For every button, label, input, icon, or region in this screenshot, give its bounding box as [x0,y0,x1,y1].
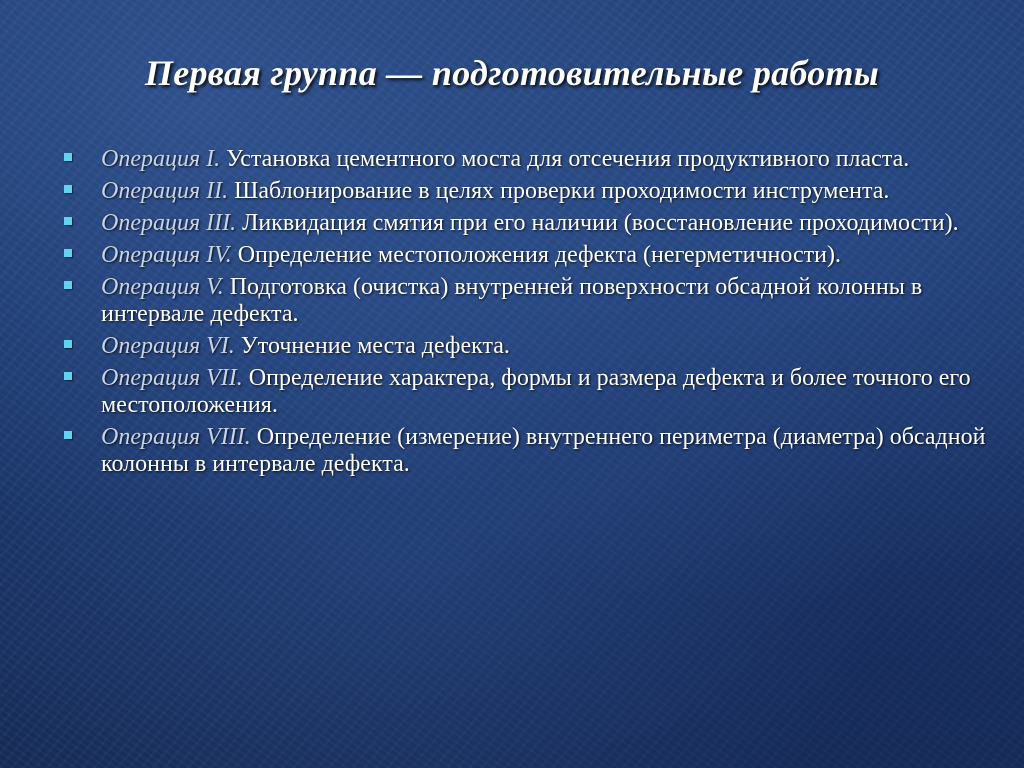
operation-label: Операция VI. [101,333,235,359]
list-item [62,242,998,269]
square-bullet-icon [64,340,72,348]
operation-text: Ликвидация смятия при его наличии (восстановление проходимости). [236,210,959,236]
list-item [62,274,998,328]
operations-list [62,146,998,483]
square-bullet-icon [64,281,72,289]
operation-label: Операция V. [101,274,224,300]
list-item [62,365,998,419]
operation-label: Операция II. [101,178,229,204]
list-item [62,424,998,478]
square-bullet-icon [64,431,72,439]
list-item [62,178,998,205]
operation-label: Операция III. [101,210,237,236]
operation-text: Определение (измерение) внутреннего периметра (диаметра) обсадной колонны в интервале дефекта. [101,424,986,477]
square-bullet-icon [64,185,72,193]
operation-text: Определение местоположения дефекта (негерметичности). [231,242,841,268]
operation-label: Операция VII. [101,365,243,391]
square-bullet-icon [64,153,72,161]
operation-text: Установка цементного моста для отсечения продуктивного пласта. [220,146,910,172]
operation-text: Уточнение места дефекта. [234,333,510,359]
slide-title: Первая группа — подготовительные работы [144,53,880,93]
list-item [62,333,998,360]
operation-label: Операция IV. [101,242,232,268]
square-bullet-icon [64,372,72,380]
list-item [62,210,998,237]
list-item [62,146,998,173]
square-bullet-icon [64,217,72,225]
operation-text: Подготовка (очистка) внутренней поверхности обсадной колонны в интервале дефекта. [101,274,923,327]
operation-label: Операция VIII. [101,424,251,450]
operation-text: Определение характера, формы и размера дефекта и более точного его местоположения. [101,365,971,418]
operation-text: Шаблонирование в целях проверки проходимости инструмента. [228,178,890,204]
square-bullet-icon [64,249,72,257]
operation-label: Операция I. [101,146,221,172]
